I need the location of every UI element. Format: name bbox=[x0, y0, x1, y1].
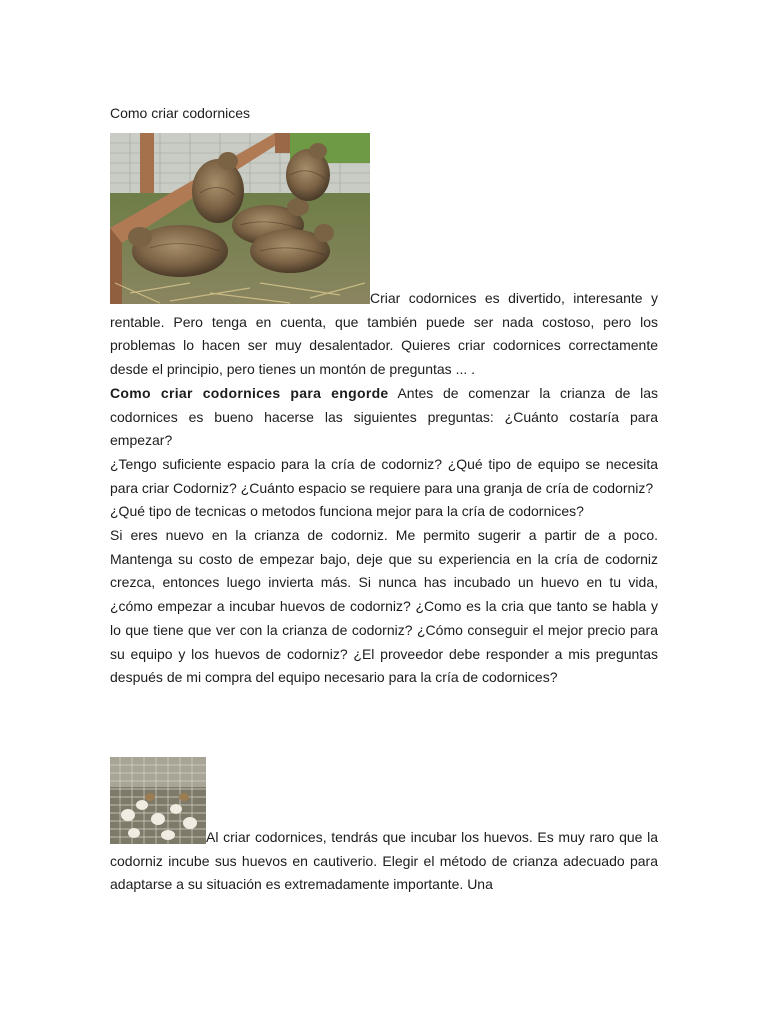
paragraph-beginner-advice: Si eres nuevo en la crianza de codorniz. Me permito sugerir a partir de a poco. Mantenga su costo de empezar bajo, deje que su experiencia en la cría de codorniz crezca, entonces luego invierta más. Si nunca has incubado un huevo en tu vida, ¿cómo empezar a incubar huevos de codorniz? ¿Como es la cria que tanto se habla y lo que tiene que ver con la crianza de codorniz? ¿Cómo conseguir el mejor precio para su equipo y los huevos de codorniz? ¿El proveedor debe responder a mis preguntas después de mi compra del equipo necesario para la cría de codornices? bbox=[110, 527, 658, 686]
image-inline-spacer-small bbox=[110, 841, 206, 842]
paragraph-incubation: Al criar codornices, tendrás que incubar los huevos. Es muy raro que la codorniz incube sus huevos en cautiverio. Elegir el método de crianza adecuado para adaptarse a su situación es extremadamente importante. Una bbox=[110, 829, 658, 893]
paragraph-intro: Criar codornices es divertido, interesante y rentable. Pero tenga en cuenta, que también puede ser nada costoso, pero los problemas lo hacen ser muy desalentador. Quieres criar codornices correctamente desde el principio, pero tienes un montón de preguntas ... . bbox=[110, 290, 658, 378]
questions-space-equipment: ¿Tengo suficiente espacio para la cría de codorniz? ¿Qué tipo de equipo se necesita para criar Codorniz? ¿Cuánto espacio se requiere para una granja de cría de codorniz? bbox=[110, 455, 658, 496]
incubation-paragraph bbox=[110, 826, 658, 897]
document-title: Como criar codornices bbox=[110, 105, 251, 121]
image-inline-spacer bbox=[110, 302, 370, 303]
intro-paragraphs bbox=[110, 287, 658, 690]
section-heading-engorde: Como criar codornices para engorde bbox=[110, 384, 389, 401]
quail-pen-photo bbox=[110, 133, 370, 304]
paragraph-engorde: Antes de comenzar la crianza de las codornices es bueno hacerse las siguientes preguntas: ¿Cuánto costaría para empezar? bbox=[110, 384, 658, 449]
question-techniques: ¿Qué tipo de tecnicas o metodos funciona mejor para la cría de codornices? bbox=[110, 503, 584, 520]
